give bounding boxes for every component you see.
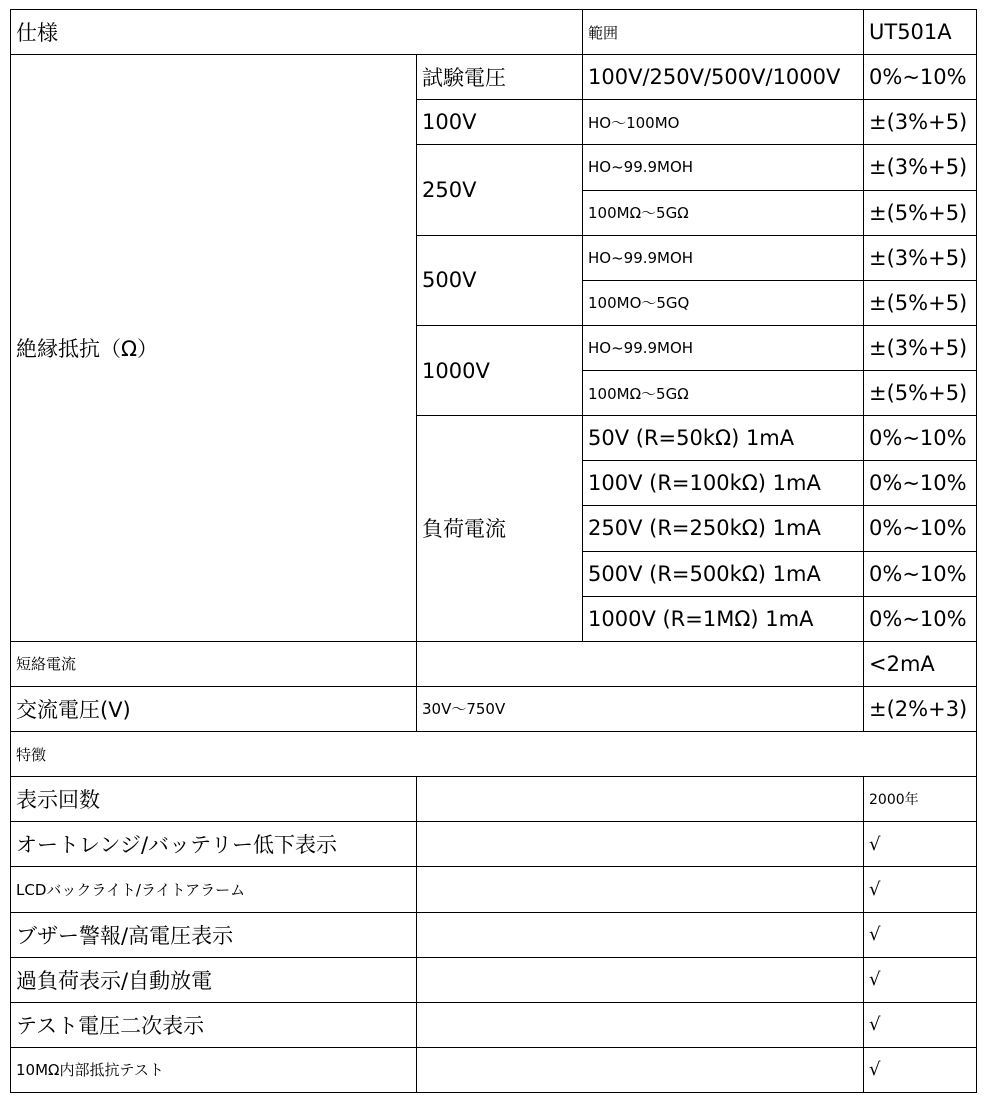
voltage-250v-accuracy-1: ±(3%+5): [864, 145, 977, 190]
voltage-500v-range-2: 100MO～5GQ: [583, 280, 864, 325]
load-current-range-4: 500V (R=500kΩ) 1mA: [583, 551, 864, 596]
load-current-accuracy-5: 0%~10%: [864, 596, 977, 641]
feature-test-voltage-display-label: テスト電圧二次表示: [11, 1002, 417, 1047]
insulation-resistance-label: 絶縁抵抗（Ω）: [11, 55, 417, 642]
short-circuit-value: <2mA: [864, 641, 977, 686]
feature-row: [11, 1002, 977, 1047]
feature-internal-resistance-check: √: [864, 1047, 977, 1092]
voltage-500v-label: 500V: [417, 235, 583, 325]
feature-row: [11, 912, 977, 957]
voltage-250v-range-2: 100MΩ～5GΩ: [583, 190, 864, 235]
feature-empty-cell: [417, 1047, 864, 1092]
ac-voltage-label: 交流電圧(V): [11, 686, 417, 731]
test-voltage-range: 100V/250V/500V/1000V: [583, 55, 864, 100]
feature-empty-cell: [417, 867, 864, 912]
feature-row: [11, 957, 977, 1002]
feature-row: [11, 777, 977, 822]
load-current-range-2: 100V (R=100kΩ) 1mA: [583, 461, 864, 506]
spec-header-label: 仕様: [11, 10, 583, 55]
voltage-1000v-label: 1000V: [417, 325, 583, 415]
load-current-accuracy-3: 0%~10%: [864, 506, 977, 551]
feature-empty-cell: [417, 1002, 864, 1047]
short-circuit-range-empty: [417, 641, 864, 686]
voltage-250v-range-1: HO~99.9MOH: [583, 145, 864, 190]
features-header-row: [11, 732, 977, 777]
feature-display-count-value: 2000年: [864, 777, 977, 822]
load-current-accuracy-1: 0%~10%: [864, 416, 977, 461]
feature-row: [11, 822, 977, 867]
feature-auto-range-check: √: [864, 822, 977, 867]
test-voltage-accuracy: 0%~10%: [864, 55, 977, 100]
voltage-100v-accuracy: ±(3%+5): [864, 100, 977, 145]
feature-row: [11, 867, 977, 912]
voltage-250v-accuracy-2: ±(5%+5): [864, 190, 977, 235]
voltage-1000v-accuracy-2: ±(5%+5): [864, 371, 977, 416]
feature-buzzer-label: ブザー警報/高電圧表示: [11, 912, 417, 957]
test-voltage-label: 試験電圧: [417, 55, 583, 100]
feature-display-count-label: 表示回数: [11, 777, 417, 822]
feature-empty-cell: [417, 912, 864, 957]
voltage-500v-accuracy-1: ±(3%+5): [864, 235, 977, 280]
load-current-range-1: 50V (R=50kΩ) 1mA: [583, 416, 864, 461]
insulation-test-voltage-row: [11, 55, 977, 100]
short-circuit-row: [11, 641, 977, 686]
load-current-label: 負荷電流: [417, 416, 583, 642]
feature-overload-label: 過負荷表示/自動放電: [11, 957, 417, 1002]
feature-buzzer-check: √: [864, 912, 977, 957]
load-current-accuracy-2: 0%~10%: [864, 461, 977, 506]
range-header-label: 範囲: [583, 10, 864, 55]
header-row: [11, 10, 977, 55]
feature-empty-cell: [417, 777, 864, 822]
voltage-500v-range-1: HO~99.9MOH: [583, 235, 864, 280]
short-circuit-label: 短絡電流: [11, 641, 417, 686]
ac-voltage-accuracy: ±(2%+3): [864, 686, 977, 731]
features-label: 特徴: [11, 732, 977, 777]
feature-backlight-label: LCDバックライト/ライトアラーム: [11, 867, 417, 912]
load-current-range-5: 1000V (R=1MΩ) 1mA: [583, 596, 864, 641]
ac-voltage-range: 30V～750V: [417, 686, 864, 731]
feature-backlight-check: √: [864, 867, 977, 912]
feature-empty-cell: [417, 822, 864, 867]
voltage-500v-accuracy-2: ±(5%+5): [864, 280, 977, 325]
spec-table: [10, 9, 977, 1093]
voltage-100v-range: HO～100MO: [583, 100, 864, 145]
voltage-100v-label: 100V: [417, 100, 583, 145]
feature-empty-cell: [417, 957, 864, 1002]
feature-auto-range-label: オートレンジ/バッテリー低下表示: [11, 822, 417, 867]
feature-internal-resistance-label: 10MΩ内部抵抗テスト: [11, 1047, 417, 1092]
feature-row: [11, 1047, 977, 1092]
voltage-1000v-accuracy-1: ±(3%+5): [864, 325, 977, 370]
ac-voltage-row: [11, 686, 977, 731]
voltage-1000v-range-2: 100MΩ～5GΩ: [583, 371, 864, 416]
feature-overload-check: √: [864, 957, 977, 1002]
voltage-250v-label: 250V: [417, 145, 583, 235]
model-header-label: UT501A: [864, 10, 977, 55]
feature-test-voltage-display-check: √: [864, 1002, 977, 1047]
load-current-range-3: 250V (R=250kΩ) 1mA: [583, 506, 864, 551]
load-current-accuracy-4: 0%~10%: [864, 551, 977, 596]
voltage-1000v-range-1: HO~99.9MOH: [583, 325, 864, 370]
